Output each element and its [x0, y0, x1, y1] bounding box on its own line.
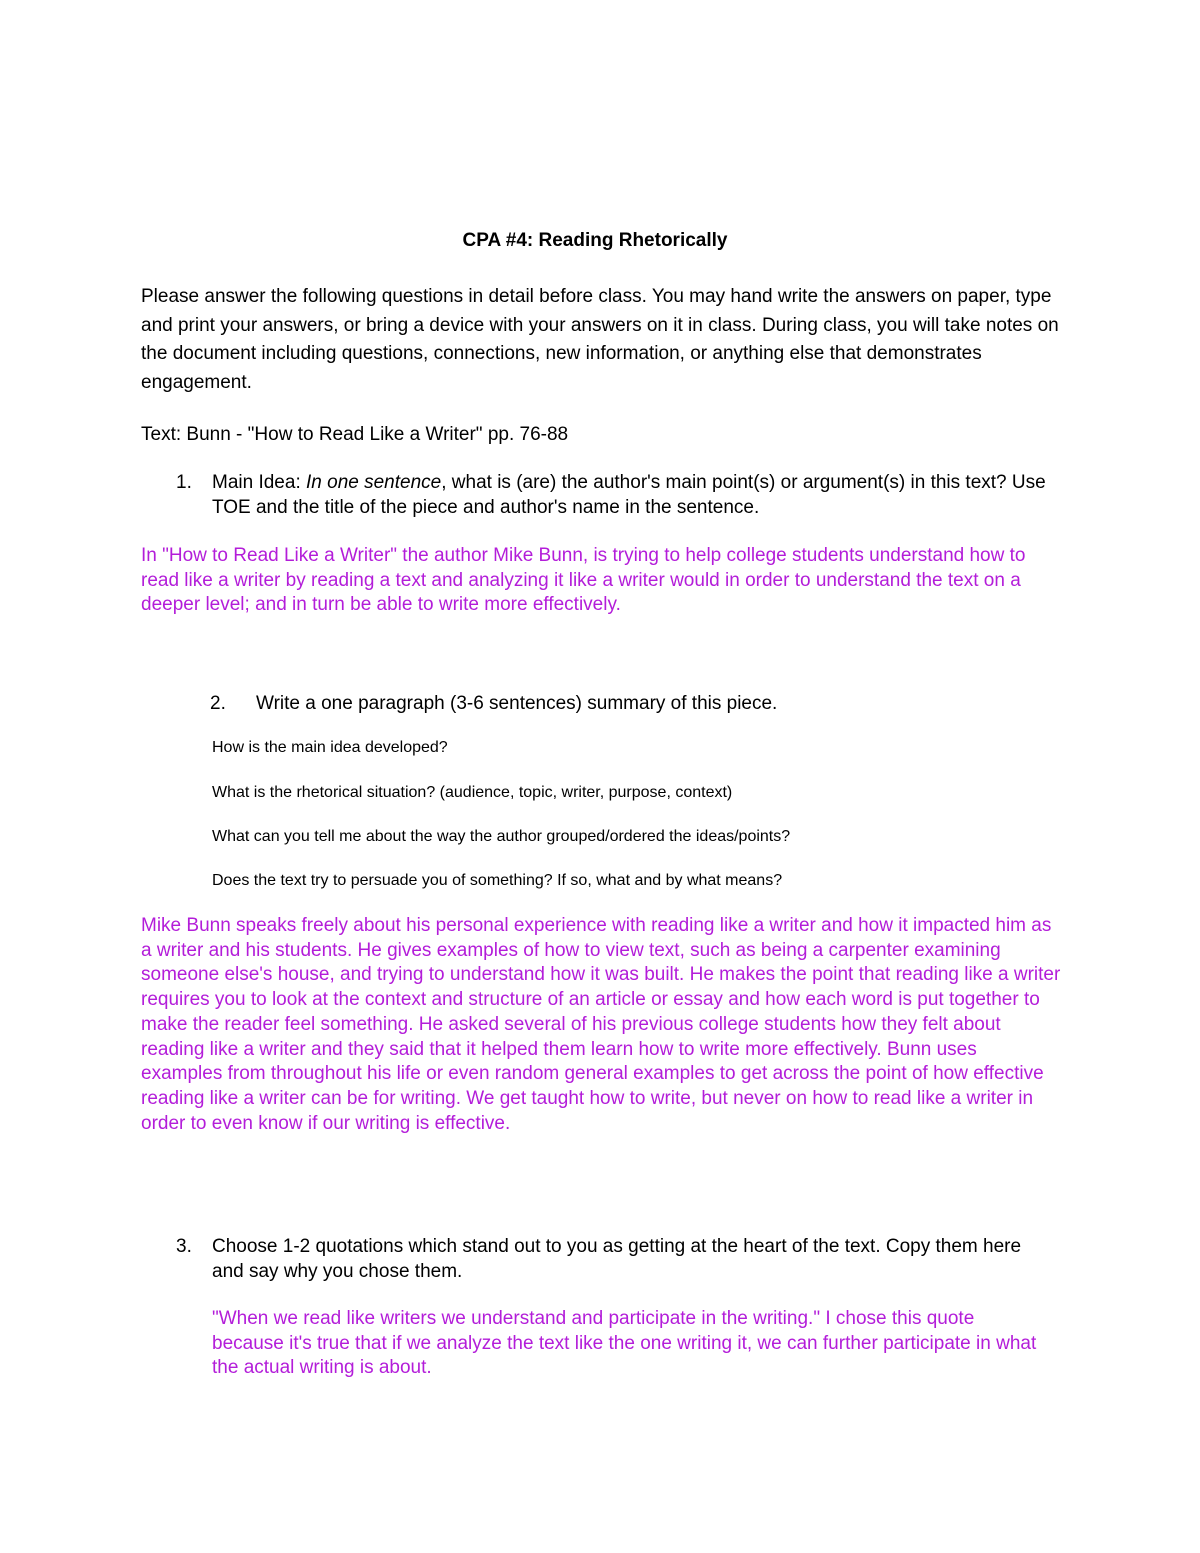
instructions-paragraph: Please answer the following questions in detail before class. You may hand write the answers on paper, type and print your answers, or bring a device with your answers on it in class. During class, you will take notes on the document including questions, connections, new information, or anything else that demonstrates engagement. — [141, 286, 1059, 393]
answer-3: "When we read like writers we understand and participate in the writing." I chose this quote because it's true that if we analyze the text like the one writing it, we can further participate in what the actual writing is about. — [212, 1308, 1037, 1379]
question-2-text: Write a one paragraph (3-6 sentences) summary of this piece. — [256, 693, 778, 714]
question-1-emphasis: In one sentence — [306, 472, 442, 493]
answer-2: Mike Bunn speaks freely about his personal experience with reading like a writer and how it impacted him as a writer and his students. He gives examples of how to view text, such as being a carpenter examining someone else's house, and trying to understand how it was built. He makes the point that reading like a writer requires you to look at the context and structure of an article or essay and how each word is put together to make the reader feel something. He asked several of his previous college students how they felt about reading like a writer and they said that it helped them learn how to write more effectively. Bunn uses examples from throughout his life or even random general examples to get across the point of how effective reading like a writer can be for writing. We get taught how to write, but never on how to read like a writer in order to even know if our writing is effective. — [141, 915, 1061, 1134]
question-2-number: 2. — [210, 693, 226, 714]
document-title: CPA #4: Reading Rhetorically — [462, 230, 728, 251]
question-1-text — [212, 470, 1062, 520]
question-1-prefix: Main Idea: — [212, 472, 306, 493]
question-1-suffix: , what is (are) the author's main point(s) or argument(s) in this text? Use TOE and the title of the piece and author's name in the sentence. — [212, 472, 1046, 518]
sub-question-2: What is the rhetorical situation? (audience, topic, writer, purpose, context) — [212, 784, 733, 801]
question-3-text: Choose 1-2 quotations which stand out to you as getting at the heart of the text. Copy them here and say why you chose them. — [212, 1236, 1022, 1282]
question-1-number: 1. — [176, 472, 192, 493]
sub-question-4: Does the text try to persuade you of something? If so, what and by what means? — [212, 872, 783, 889]
question-3-number: 3. — [176, 1236, 192, 1257]
text-reference: Text: Bunn - "How to Read Like a Writer" pp. 76-88 — [141, 424, 569, 445]
answer-1: In "How to Read Like a Writer" the author Mike Bunn, is trying to help college students understand how to read like a writer by reading a text and analyzing it like a writer would in order to understand the text on a deeper level; and in turn be able to write more effectively. — [141, 545, 1026, 616]
sub-question-1: How is the main idea developed? — [212, 739, 448, 756]
sub-question-3: What can you tell me about the way the author grouped/ordered the ideas/points? — [212, 828, 791, 845]
